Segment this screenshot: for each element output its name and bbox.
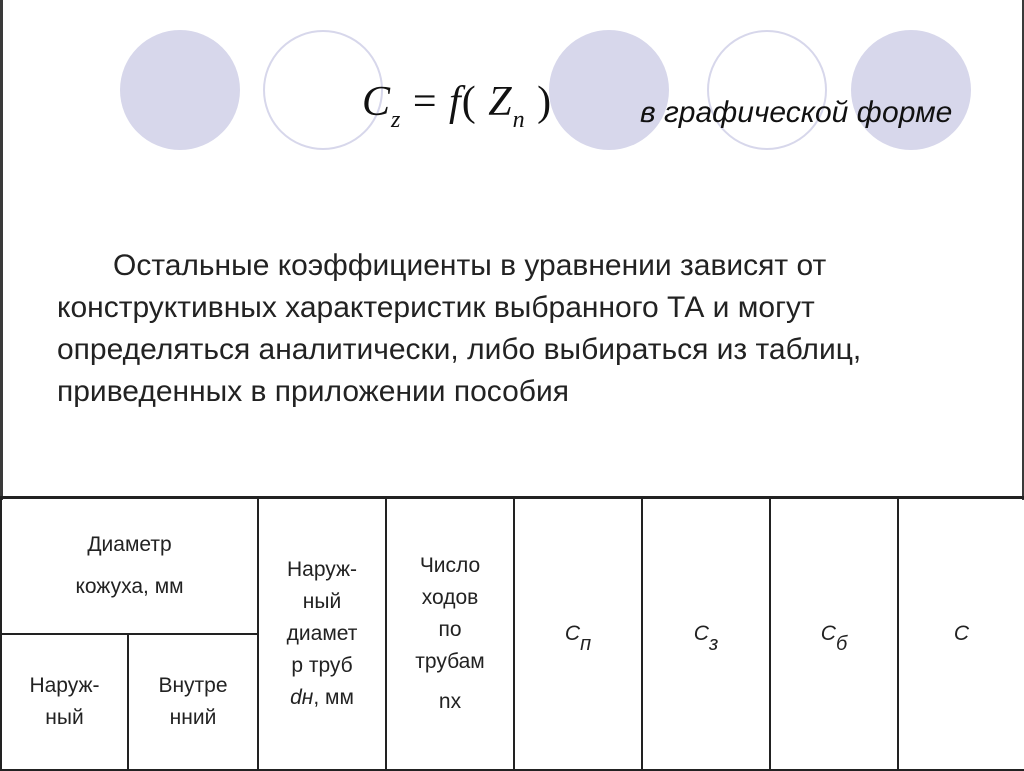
decor-circle-filled [120, 30, 240, 150]
formula-caption: в графической форме [640, 96, 953, 129]
formula-paren-close: ) [537, 79, 553, 125]
decor-circle-filled [549, 30, 669, 150]
header-tube-diameter-line: Наруж- [286, 557, 358, 581]
header-inner-line: Внутре [158, 673, 228, 697]
header-passes [386, 498, 514, 770]
header-coef-cb [770, 498, 898, 770]
header-passes-line: nх [438, 689, 462, 713]
header-coef-c [898, 498, 1024, 770]
formula [362, 78, 553, 133]
header-coef-cz [642, 498, 770, 770]
header-tube-diameter-line: диамет [286, 621, 358, 645]
coef-base: C [953, 621, 970, 645]
decor-circle-filled [851, 30, 971, 150]
formula-z: Z [488, 79, 513, 125]
formula-c-sub: z [391, 107, 402, 133]
coefficients-table [0, 496, 1024, 771]
header-shell-diameter-line: кожуха, мм [75, 574, 184, 598]
formula-c: C [362, 79, 392, 125]
formula-f: f [449, 79, 462, 125]
header-passes-line: по [438, 617, 462, 641]
header-outer-diameter [1, 634, 128, 770]
body-paragraph: Остальные коэффициенты в уравнении зависят от конструктивных характеристик выбранного ТА и могут определяться аналитически, либо выбираться из таблиц, приведенных в приложении пособия [57, 249, 862, 408]
header-tube-diameter [258, 498, 386, 770]
tube-diameter-unit: , мм [313, 685, 354, 709]
coef-base: C [564, 621, 581, 645]
header-passes-line: ходов [421, 585, 479, 609]
formula-paren-open: ( [461, 79, 477, 125]
coef-sub: б [835, 632, 848, 655]
coef-sub: з [708, 632, 719, 655]
slide-frame-left [0, 0, 3, 500]
header-outer-line: Наруж- [29, 673, 100, 697]
header-shell-diameter-line: Диаметр [87, 532, 172, 556]
coef-base: C [693, 621, 709, 645]
formula-eq: = [412, 79, 438, 125]
header-inner-line: нний [169, 705, 217, 729]
decor-circle-ring [707, 30, 827, 150]
header-shell-diameter [1, 498, 258, 634]
header-passes-line: трубам [415, 649, 485, 673]
header-outer-line: ный [45, 705, 84, 729]
coef-sub: п [580, 632, 592, 655]
header-inner-diameter [128, 634, 258, 770]
header-tube-diameter-line [263, 682, 381, 714]
header-tube-diameter-line: ный [302, 589, 342, 613]
header-passes-line: Число [419, 553, 481, 577]
coef-base: C [820, 621, 836, 645]
tube-diameter-symbol: dн [290, 685, 314, 709]
header-tube-diameter-line: р труб [291, 653, 353, 677]
formula-z-sub: n [512, 107, 526, 133]
header-coef-cp [514, 498, 642, 770]
